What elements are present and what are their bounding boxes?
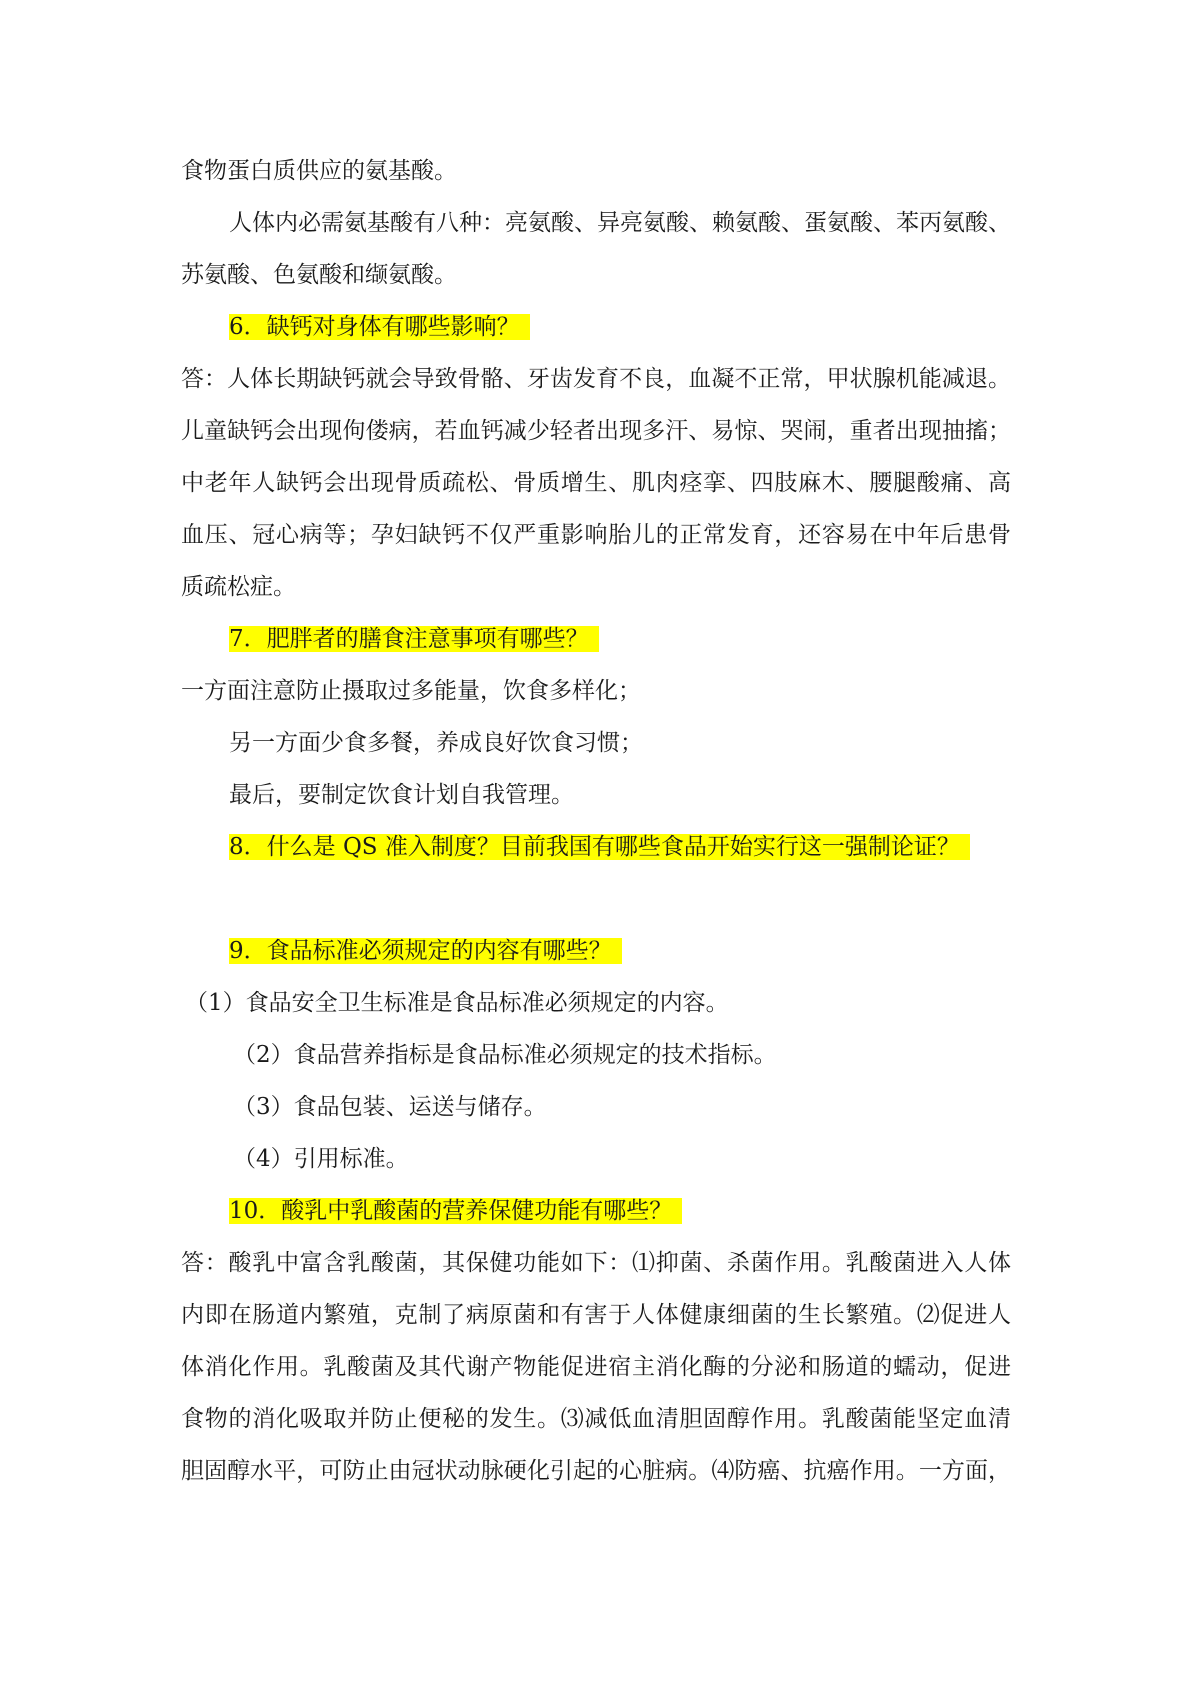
highlighted-text: 6．缺钙对身体有哪些影响？ bbox=[229, 314, 530, 340]
body-line: 内即在肠道内繁殖，克制了病原菌和有害于人体健康细菌的生长繁殖。⑵促进人 bbox=[181, 1302, 1011, 1328]
body-line: 食物蛋白质供应的氨基酸。 bbox=[181, 158, 457, 184]
body-line: 体消化作用。乳酸菌及其代谢产物能促进宿主消化酶的分泌和肠道的蠕动，促进 bbox=[181, 1354, 1011, 1380]
question-heading bbox=[229, 623, 599, 655]
body-line: 食物的消化吸取并防止便秘的发生。⑶减低血清胆固醇作用。乳酸菌能坚定血清 bbox=[181, 1406, 1011, 1432]
body-line: 血压、冠心病等；孕妇缺钙不仅严重影响胎儿的正常发育，还容易在中年后患骨 bbox=[181, 522, 1011, 548]
body-line: 另一方面少食多餐，养成良好饮食习惯； bbox=[229, 730, 643, 756]
highlighted-text: 9．食品标准必须规定的内容有哪些？ bbox=[229, 938, 622, 964]
body-line: （2）食品营养指标是食品标准必须规定的技术指标。 bbox=[233, 1042, 777, 1068]
highlighted-text: 8．什么是 QS 准入制度？目前我国有哪些食品开始实行这一强制论证？ bbox=[229, 834, 970, 860]
question-heading bbox=[229, 311, 530, 343]
question-heading bbox=[229, 935, 622, 967]
question-heading bbox=[229, 1195, 682, 1227]
question-heading bbox=[229, 831, 970, 863]
body-line: （3）食品包装、运送与储存。 bbox=[233, 1094, 547, 1120]
body-line: 胆固醇水平，可防止由冠状动脉硬化引起的心脏病。⑷防癌、抗癌作用。一方面， bbox=[181, 1458, 1011, 1484]
body-line: 人体内必需氨基酸有八种：亮氨酸、异亮氨酸、赖氨酸、蛋氨酸、苯丙氨酸、 bbox=[229, 210, 1011, 236]
body-line: 苏氨酸、色氨酸和缬氨酸。 bbox=[181, 262, 457, 288]
body-line: （4）引用标准。 bbox=[233, 1146, 409, 1172]
body-line: 答：人体长期缺钙就会导致骨骼、牙齿发育不良，血凝不正常，甲状腺机能减退。 bbox=[181, 366, 1011, 392]
body-line: 质疏松症。 bbox=[181, 574, 296, 600]
highlighted-text: 10．酸乳中乳酸菌的营养保健功能有哪些？ bbox=[229, 1198, 682, 1224]
body-line: （1）食品安全卫生标准是食品标准必须规定的内容。 bbox=[185, 990, 729, 1016]
body-line: 最后，要制定饮食计划自我管理。 bbox=[229, 782, 574, 808]
body-line: 一方面注意防止摄取过多能量，饮食多样化； bbox=[181, 678, 641, 704]
body-line: 答：酸乳中富含乳酸菌，其保健功能如下：⑴抑菌、杀菌作用。乳酸菌进入人体 bbox=[181, 1250, 1011, 1276]
body-line: 中老年人缺钙会出现骨质疏松、骨质增生、肌肉痉挛、四肢麻木、腰腿酸痛、高 bbox=[181, 470, 1011, 496]
body-line: 儿童缺钙会出现佝偻病，若血钙减少轻者出现多汗、易惊、哭闹，重者出现抽搐； bbox=[181, 418, 1011, 444]
highlighted-text: 7．肥胖者的膳食注意事项有哪些？ bbox=[229, 626, 599, 652]
